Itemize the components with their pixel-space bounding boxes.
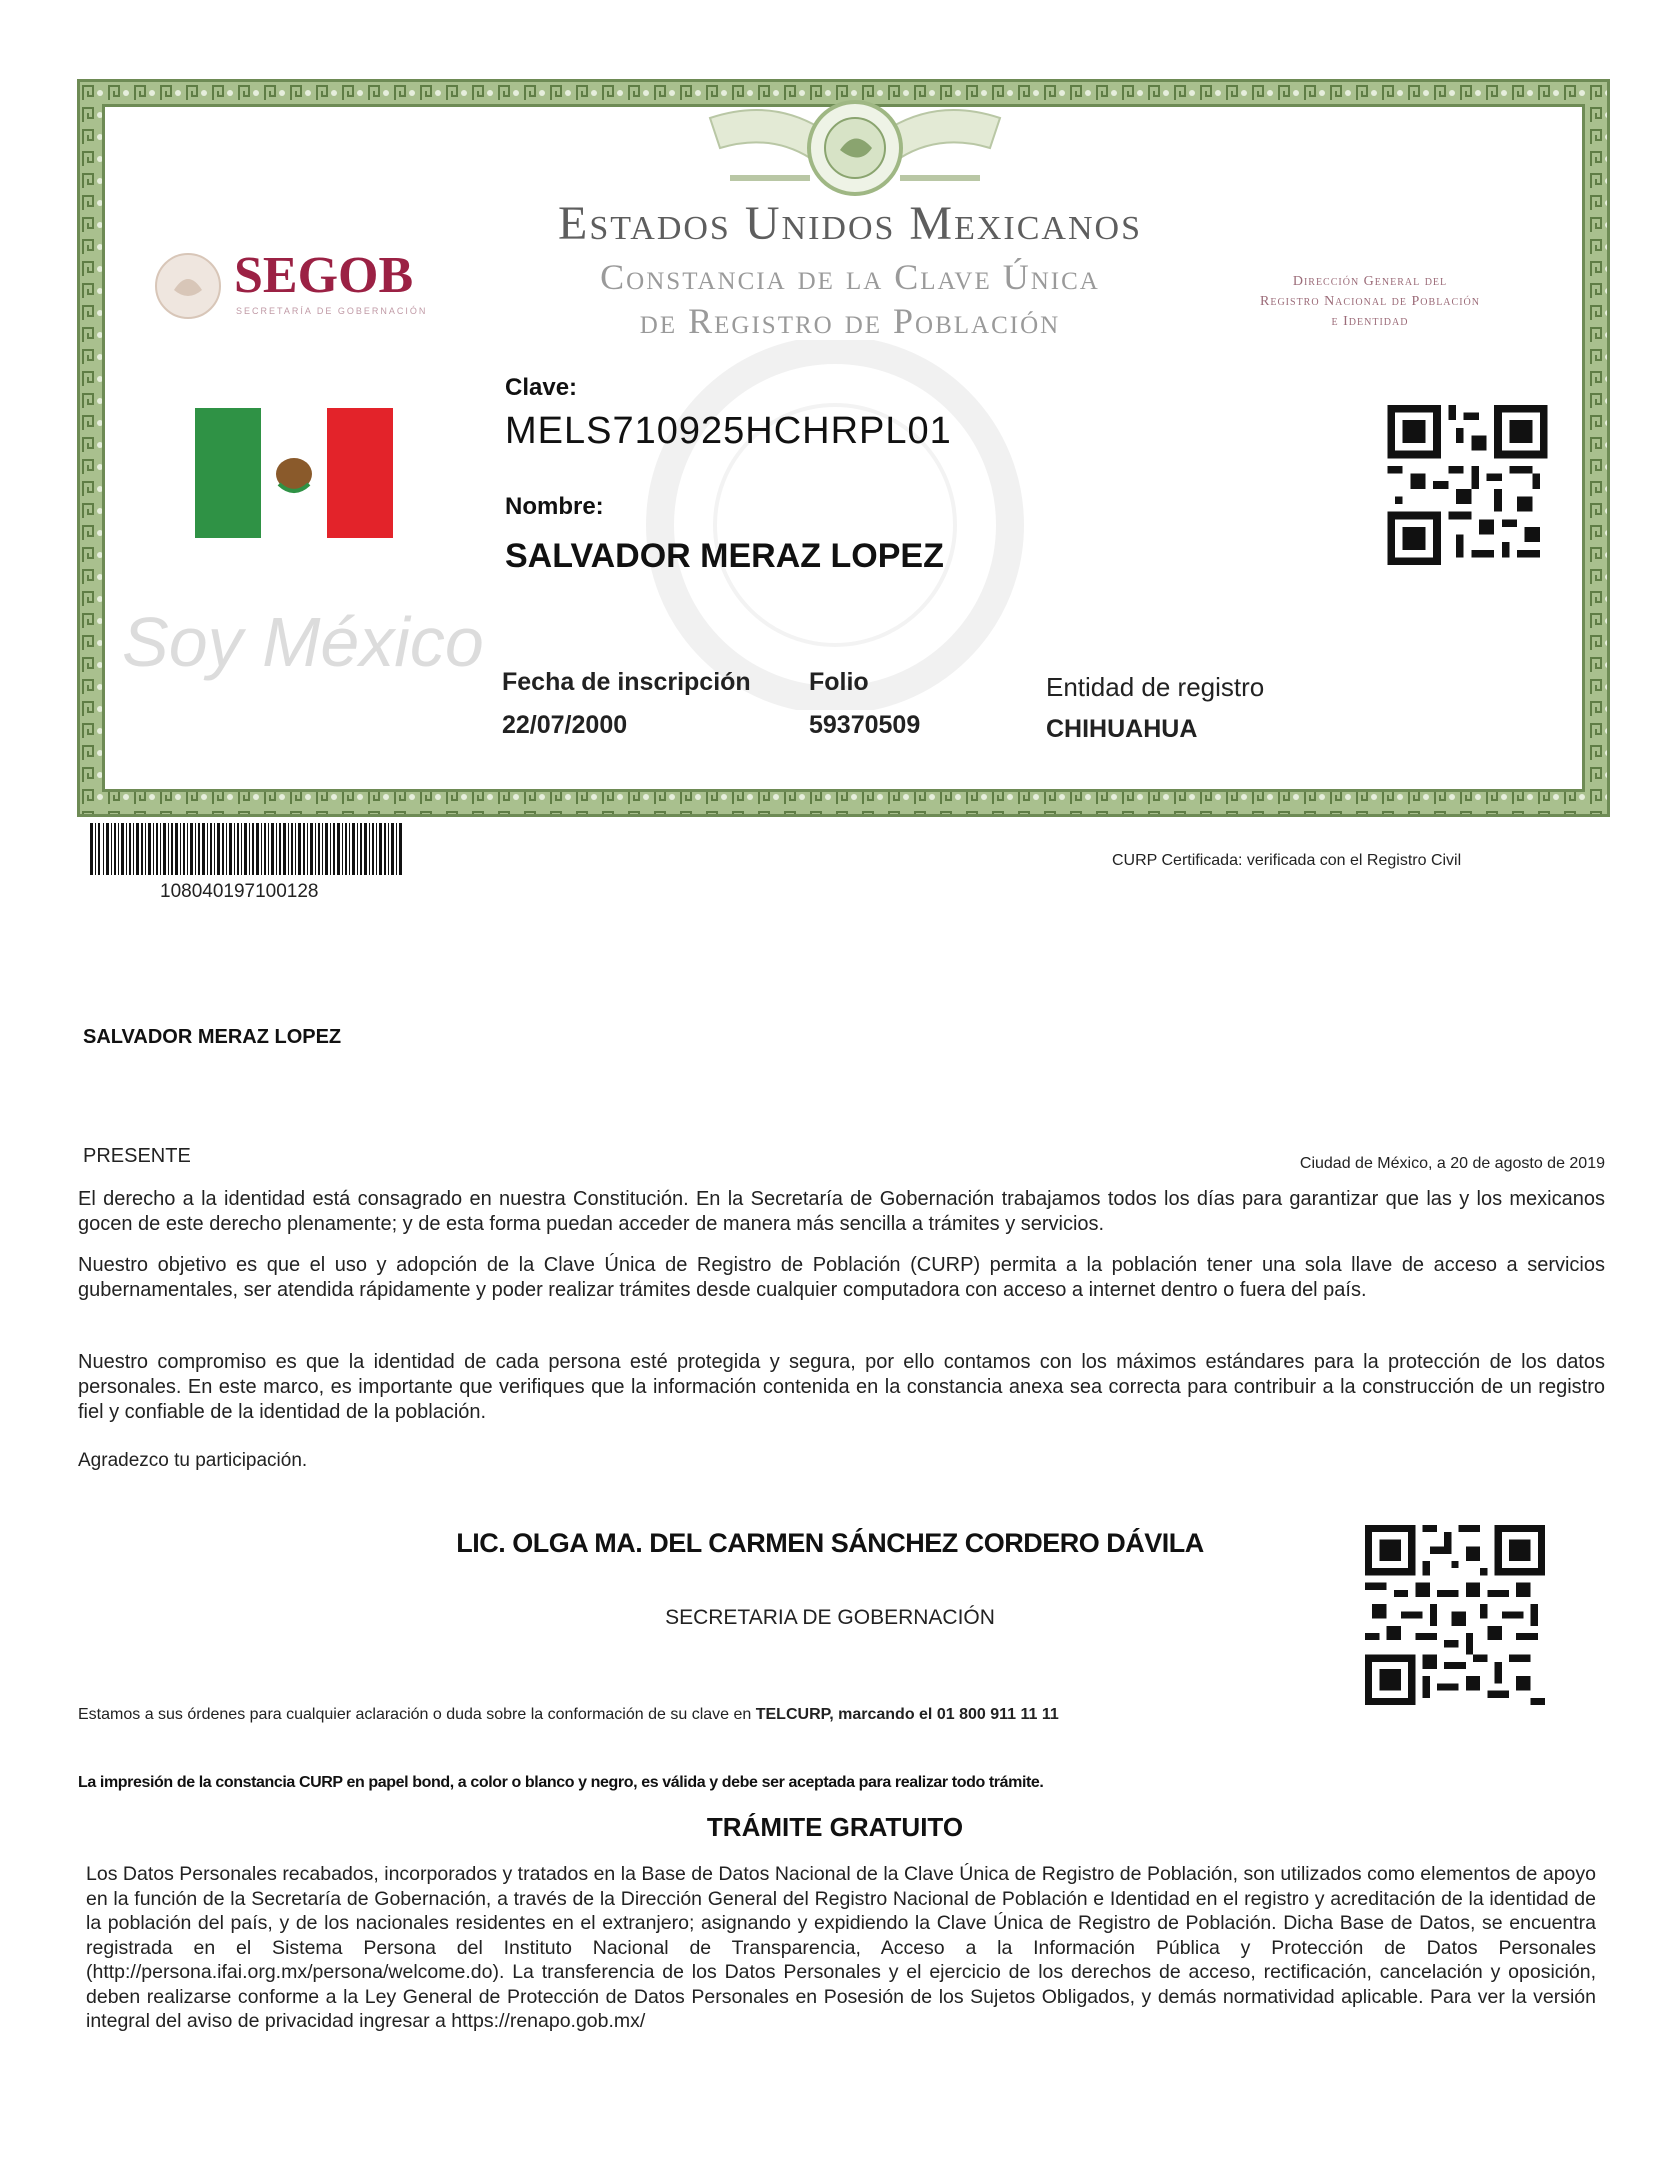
- paragraph-1: El derecho a la identidad está consagrado en nuestra Constitución. En la Secretaría de Gobernación trabajamos todos los días para garantizar que las y los mexicanos gocen de este derecho plenamente; y de esta forma puedan acceder de manera más sencilla a trámites y servicios.: [78, 1188, 1605, 1235]
- entidad-registro-value: CHIHUAHUA: [1046, 715, 1198, 743]
- contact-text: Estamos a sus órdenes para cualquier aclaración o duda sobre la conformación de su clave en: [78, 1706, 756, 1723]
- validity-note: La impresión de la constancia CURP en papel bond, a color o blanco y negro, es válida y debe ser aceptada para realizar todo trámite.: [78, 1774, 1044, 1791]
- segob-logo-text: SEGOB: [234, 247, 414, 304]
- fecha-inscripcion-label: Fecha de inscripción: [502, 668, 751, 696]
- qr-code-certificate: [1385, 405, 1550, 565]
- slogan-watermark: Soy México: [122, 603, 484, 681]
- privacy-notice: Los Datos Personales recabados, incorporados y tratados en la Base de Datos Nacional de la Clave Única de Registro de Población, son utilizados como elementos de apoyo en la función de la Secretaría de Gobernación, a través de la Dirección General del Registro Nacional de Población e Identidad en el registro y acreditación de la identidad de la población del país, y de los nacionales residentes en el extranjero; asignando y expidiendo la Clave Única de Registro de Población. Dicha Base de Datos, se encuentra registrada en el Sistema Persona del Instituto Nacional de Transparencia, Acceso a la Información Pública y Protección de Datos Personales (http://persona.ifai.org.mx/persona/welcome.do). La transferencia de los Datos Personales y el ejercicio de los derechos de acceso, rectificación, cancelación y oposición, deben realizarse conforme a la Ley General de Protección de Datos Personales en Posesión de los Sujetos Obligados, y demás normatividad aplicable. Para ver la versión integral del aviso de privacidad ingresar a https://renapo.gob.mx/: [86, 1863, 1596, 2032]
- national-emblem-header: [690, 88, 1020, 206]
- fecha-inscripcion-value: 22/07/2000: [502, 711, 628, 739]
- paragraph-3: Nuestro compromiso es que la identidad de cada persona esté protegida y segura, por ello contamos con los máximos estándares para la protección de los datos personales. En este marco, es importante que verifiques que la información contenida en la constancia anexa sea correcta para contribuir a la construcción de un registro fiel y confiable de la identidad de la población.: [78, 1351, 1605, 1423]
- qr-code-letter: [1365, 1525, 1545, 1705]
- certified-note: CURP Certificada: verificada con el Registro Civil: [1112, 852, 1462, 869]
- segob-subtitle: SECRETARÍA DE GOBERNACIÓN: [236, 306, 428, 316]
- contact-line: [78, 1706, 1059, 1724]
- recipient-name: SALVADOR MERAZ LOPEZ: [83, 1026, 342, 1048]
- folio-label: Folio: [809, 668, 869, 696]
- agency-line1: Dirección General del: [1292, 274, 1448, 289]
- closing: Agradezco tu participación.: [78, 1450, 308, 1471]
- document-title-line2: de Registro de Población: [639, 301, 1061, 341]
- mexico-flag-icon: [195, 408, 393, 538]
- paragraph-2: Nuestro objetivo es que el uso y adopción de la Clave Única de Registro de Población (CURP) permita a la población tener una sola llave de acceso a servicios gubernamentales, ser atendida rápidamente y poder realizar trámites desde cualquier computadora con acceso a internet dentro o fuera del país.: [78, 1254, 1605, 1301]
- country-title: Estados Unidos Mexicanos: [558, 197, 1142, 250]
- folio-value: 59370509: [809, 711, 921, 739]
- nombre-value: SALVADOR MERAZ LOPEZ: [505, 537, 944, 575]
- free-procedure-label: TRÁMITE GRATUITO: [706, 1812, 964, 1842]
- telcurp-phone: TELCURP, marcando el 01 800 911 11 11: [755, 1706, 1059, 1723]
- seal-watermark: [600, 340, 1070, 710]
- agency-line2: Registro Nacional de Población: [1260, 294, 1480, 309]
- signer-name: LIC. OLGA MA. DEL CARMEN SÁNCHEZ CORDERO DÁVILA: [456, 1528, 1204, 1558]
- agency-line3: e Identidad: [1331, 314, 1409, 329]
- clave-label: Clave:: [505, 374, 578, 401]
- barcode: [90, 823, 405, 875]
- document-title-line1: Constancia de la Clave Única: [600, 257, 1100, 297]
- salutation: PRESENTE: [83, 1145, 191, 1167]
- barcode-number: 108040197100128: [160, 881, 319, 902]
- segob-seal-icon: [152, 250, 224, 322]
- entidad-registro-label: Entidad de registro: [1046, 672, 1265, 702]
- nombre-label: Nombre:: [505, 493, 604, 520]
- curp-value: MELS710925HCHRPL01: [505, 410, 952, 452]
- place-date: Ciudad de México, a 20 de agosto de 2019: [1299, 1155, 1605, 1172]
- signer-title: SECRETARIA DE GOBERNACIÓN: [665, 1606, 995, 1629]
